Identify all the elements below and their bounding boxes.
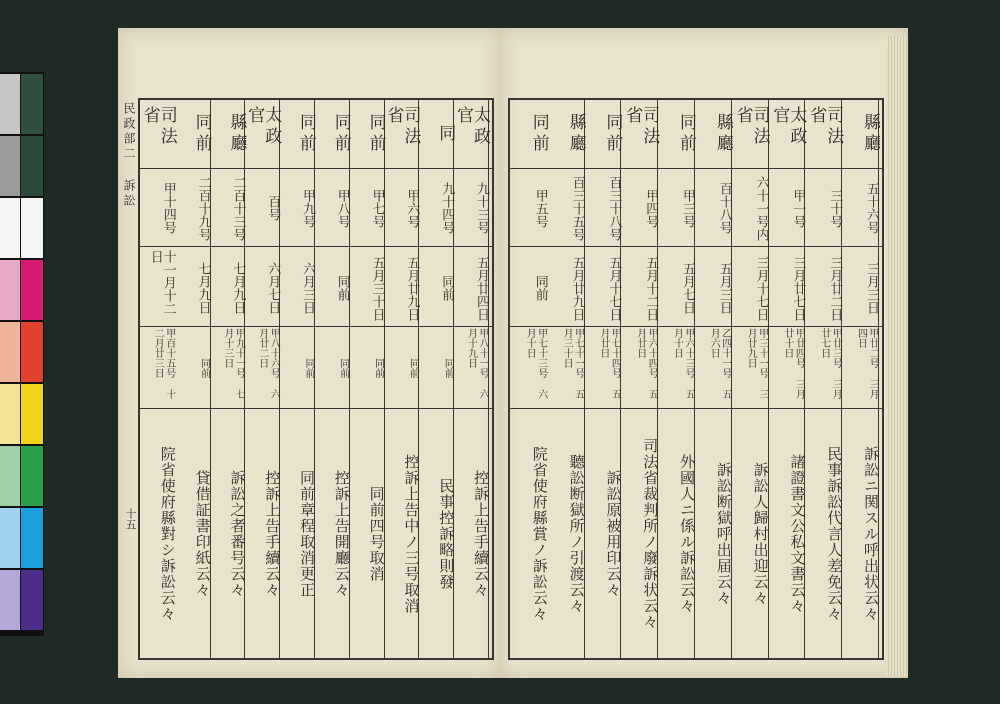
record-column [657,100,695,658]
reference-cell: 同前 [372,358,384,378]
number-cell: 百十八号 [716,182,732,234]
number-cell: 二百十三号 [230,175,246,241]
reference-cell: 甲六十三号 五月十日 [671,328,694,399]
reference-cell: 甲七十四号 五月廿日 [597,328,621,399]
date-cell: 五月十七日 [606,255,622,321]
left-page [118,28,501,678]
reference-cell: 甲七十三号 六月十日 [524,328,547,399]
reference-cell: 甲九十一号 七月十三日 [221,328,245,399]
right-record-table [508,98,884,660]
date-cell: 同前 [334,275,350,301]
office-cell: 縣廳 [565,113,586,155]
subject-cell: 民事控訴略則發 [437,478,456,590]
date-cell: 同前 [532,275,548,301]
reference-cell: 甲廿四号 三月廿十日 [781,328,805,399]
date-cell: 三月廿七日 [790,255,806,321]
reference-cell: 甲廿二号 三月四日 [855,328,878,399]
subject-cell: 諸證書文公私文書云々 [788,454,807,614]
number-cell: 百号 [265,195,281,221]
record-column [620,100,658,658]
date-cell: 三月廿二日 [827,255,843,321]
date-cell: 五月七日 [679,262,695,314]
record-column [510,100,547,658]
number-cell: 六十一号内 [753,175,769,241]
record-column [349,100,385,658]
office-cell: 太政官 [244,106,282,148]
swatch-dark [21,260,43,320]
office-cell: 司法省 [732,106,770,148]
office-cell: 司法省 [806,106,844,148]
swatch-light [0,74,20,134]
color-calibration-strip [0,72,44,636]
office-cell: 同前 [602,113,623,155]
number-cell: 三十号 [827,188,843,228]
swatch-dark [21,446,43,506]
subject-cell: 司法省裁判所ノ廢訴状云々 [641,438,660,630]
number-cell: 甲一号 [790,188,806,228]
subject-cell: 訴訟之者番号云々 [228,470,247,598]
number-cell: 甲六号 [404,188,420,228]
office-cell: 縣廳 [712,113,733,155]
office-cell: 太政官 [769,106,807,148]
reference-cell: 甲百十五号 十二月廿三日 [152,328,175,399]
right-page [500,28,908,678]
swatch-dark [21,570,43,630]
subject-cell: 同前四号取消 [367,486,386,582]
number-cell: 甲八号 [334,188,350,228]
office-cell: 同前 [330,113,351,155]
swatch-light [0,508,20,568]
record-column [453,100,489,658]
record-column [584,100,622,658]
record-column [804,100,842,658]
subject-cell: 控訴上告開廳云々 [332,470,351,598]
reference-cell: 甲七十一号 五月三十日 [561,328,584,399]
date-cell: 五月廿九日 [404,255,420,321]
number-cell: 甲十四号 [160,182,176,234]
page-folio: 十五 [124,508,137,530]
swatch-dark [21,136,43,196]
date-cell: 五月三日 [716,262,732,314]
subject-cell: 外國人ニ係ル訴訟云々 [677,454,696,614]
subject-cell: 訴訟原被用印云々 [604,470,623,598]
office-cell: 同前 [191,113,212,155]
office-cell: 同前 [528,113,549,155]
reference-cell: 乙四十一号 五月六日 [708,328,731,399]
subject-cell: 訴訟断獄呼出届云々 [714,462,733,606]
record-column [279,100,315,658]
reference-cell: 同前 [407,358,419,378]
subject-cell: 院省使府縣對シ訴訟云々 [158,446,177,622]
number-cell: 九十三号 [473,182,489,234]
number-cell: 二百十九号 [195,175,211,241]
date-cell: 六月三日 [299,262,315,314]
subject-cell: 訴訟ニ関スル呼出状云々 [861,446,880,622]
reference-cell: 甲八十一号 六月十九日 [465,328,488,399]
subject-cell: 院省使府縣賞ノ訴訟云々 [530,446,549,622]
reference-cell: 甲八十六号 六月廿二日 [256,328,280,399]
date-cell: 三月十七日 [753,255,769,321]
record-column [841,100,879,658]
date-cell: 七月九日 [195,262,211,314]
margin-title: 民政部二 訴訟 [122,102,136,209]
office-cell: 同前 [675,113,696,155]
number-cell: 甲三号 [679,188,695,228]
swatch-dark [21,508,43,568]
subject-cell: 民事訴訟代言人差免云々 [825,446,844,622]
record-column [314,100,350,658]
swatch-light [0,570,20,630]
left-record-table [138,98,494,660]
reference-cell: 甲六十四号 五月廿日 [634,328,658,399]
date-cell: 六月七日 [265,262,281,314]
number-cell: 甲四号 [643,188,659,228]
record-column [418,100,454,658]
subject-cell: 聽訟断獄所ノ引渡云々 [567,454,586,614]
date-cell: 五月十二日 [643,255,659,321]
record-column [140,100,175,658]
record-column [384,100,420,658]
office-cell: 縣廳 [226,113,247,155]
subject-cell: 訴訟人歸村出迎云々 [751,462,770,606]
date-cell: 十一月十二日 [147,250,176,315]
subject-cell: 控訴上告中ノ三号取消 [402,454,421,614]
date-cell: 五月三十日 [369,255,385,321]
record-column [244,100,280,658]
record-column [694,100,732,658]
swatch-light [0,260,20,320]
reference-cell: 同前 [302,358,314,378]
reference-cell: 同前 [337,358,349,378]
swatch-dark [21,384,43,444]
record-column [175,100,211,658]
number-cell: 九十四号 [439,182,455,234]
record-column [547,100,585,658]
number-cell: 百三十八号 [606,175,622,241]
office-cell: 太政官 [452,106,490,148]
date-cell: 三月三日 [863,262,879,314]
number-cell: 百三十五号 [569,175,585,241]
record-column [768,100,806,658]
swatch-light [0,384,20,444]
office-cell: 同 [435,123,456,145]
swatch-light [0,198,20,258]
reference-cell: 甲廿三号 三月廿七日 [818,328,842,399]
office-cell: 司法省 [383,106,421,148]
record-column [731,100,769,658]
office-cell: 同前 [295,113,316,155]
date-cell: 五月廿九日 [569,255,585,321]
swatch-dark [21,198,43,258]
number-cell: 五十六号 [863,182,879,234]
swatch-light [0,322,20,382]
office-cell: 司法省 [622,106,660,148]
date-cell: 五月廿四日 [473,255,489,321]
subject-cell: 控訴上告手續云々 [263,470,282,598]
subject-cell: 控訴上告手續云々 [471,470,490,598]
reference-cell: 同前 [442,358,454,378]
reference-cell: 同前 [198,358,210,378]
subject-cell: 貸借証書印紙云々 [193,470,212,598]
reference-cell: 甲三十一号 三月廿九日 [745,328,768,399]
swatch-light [0,136,20,196]
number-cell: 甲七号 [369,188,385,228]
record-column [210,100,246,658]
open-book [118,28,908,678]
swatch-dark [21,322,43,382]
subject-cell: 同前章程取消更正 [297,470,316,598]
swatch-light [0,446,20,506]
office-cell: 同前 [365,113,386,155]
date-cell: 同前 [439,275,455,301]
date-cell: 七月九日 [230,262,246,314]
number-cell: 甲五号 [532,188,548,228]
swatch-dark [21,74,43,134]
office-cell: 司法省 [139,106,177,148]
page-edges [886,36,908,676]
number-cell: 甲九号 [299,188,315,228]
office-cell: 縣廳 [859,113,880,155]
